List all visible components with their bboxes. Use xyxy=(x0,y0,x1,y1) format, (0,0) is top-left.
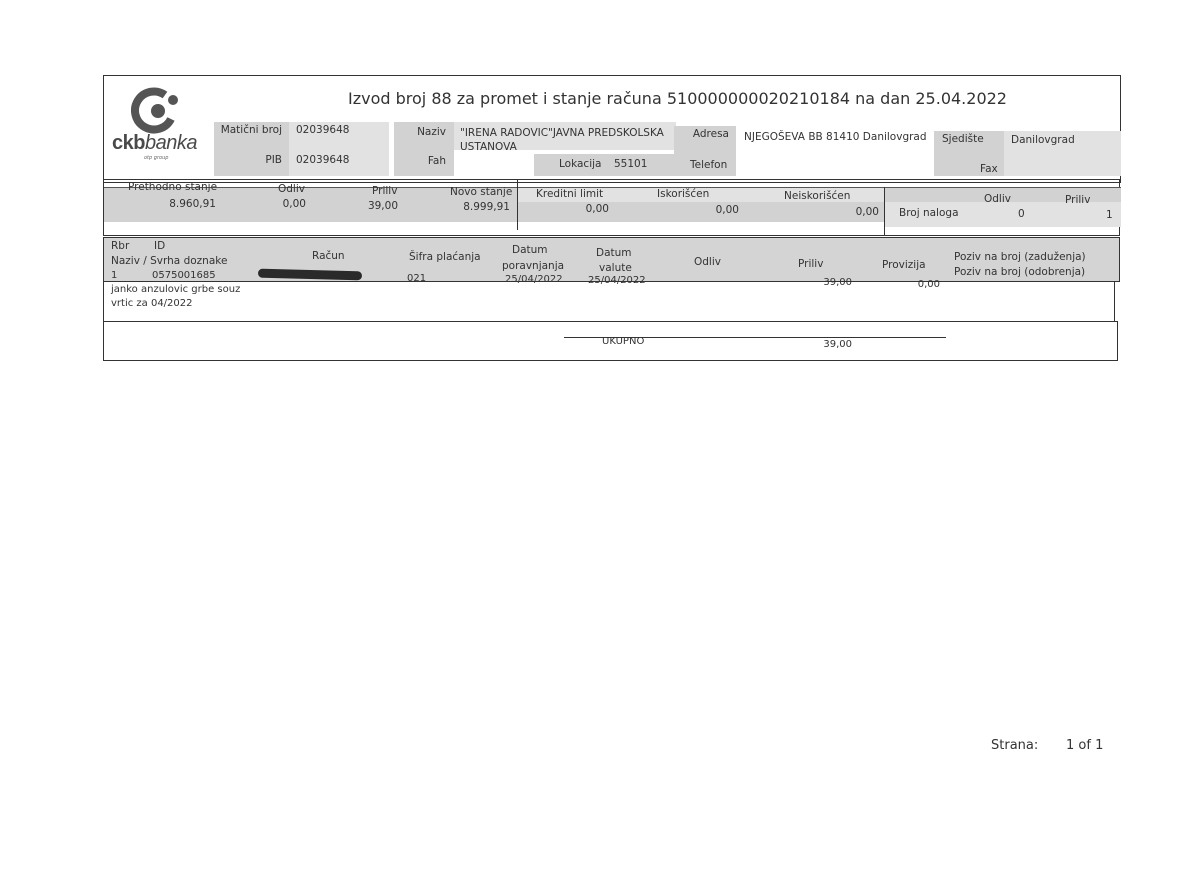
row-provizija: 0,00 xyxy=(917,279,940,290)
col-datum-valute-1: Datum xyxy=(596,247,632,259)
iskorisceno-value: 0,00 xyxy=(715,204,739,216)
kreditni-limit-value: 0,00 xyxy=(585,203,609,215)
naziv-value-line1: "IRENA RADOVIC"JAVNA PREDSKOLSKA xyxy=(460,127,664,139)
adresa-label: Adresa xyxy=(692,128,729,140)
row-rbr: 1 xyxy=(111,270,118,281)
nalozi-odliv-label: Odliv xyxy=(984,193,1011,205)
col-priliv: Priliv xyxy=(798,258,824,270)
neiskorisceno-value: 0,00 xyxy=(855,206,879,218)
row-datum-valute: 25/04/2022 xyxy=(588,275,646,286)
novo-stanje-value: 8.999,91 xyxy=(463,201,510,213)
maticni-broj-value: 02039648 xyxy=(296,124,350,136)
adresa-value: NJEGOŠEVA BB 81410 Danilovgrad xyxy=(744,131,927,143)
col-datum-poravnjanja-2: poravnjanja xyxy=(502,260,565,272)
lokacija-label: Lokacija xyxy=(559,158,602,170)
row-datum-poravnjanja: 25/04/2022 xyxy=(505,274,563,285)
row-sifra: 021 xyxy=(407,273,427,284)
page-number-value: 1 of 1 xyxy=(1066,738,1104,753)
col-poziv-odobrenja: Poziv na broj (odobrenja) xyxy=(954,266,1086,278)
pib-label: PIB xyxy=(265,154,282,166)
neiskorisceno-label: Neiskorišćen xyxy=(784,190,851,202)
totals-row xyxy=(103,321,1118,361)
bank-logo-text: ckbbanka xyxy=(112,132,197,154)
broj-naloga-priliv-value: 1 xyxy=(1106,209,1113,221)
col-naziv: Naziv / Svrha doznake xyxy=(111,255,228,267)
broj-naloga-odliv-value: 0 xyxy=(1018,208,1025,220)
maticni-broj-label: Matični broj xyxy=(220,124,282,136)
kreditni-limit-label: Kreditni limit xyxy=(536,188,604,200)
naziv-label: Naziv xyxy=(417,126,446,138)
col-odliv: Odliv xyxy=(694,256,721,268)
col-rbr: Rbr xyxy=(111,240,130,252)
balance-odliv-value: 0,00 xyxy=(282,198,306,210)
col-datum-poravnjanja-1: Datum xyxy=(512,244,548,256)
nalozi-priliv-label: Priliv xyxy=(1065,194,1091,206)
row-id: 0575001685 xyxy=(152,270,216,281)
statement-header xyxy=(103,75,1121,183)
pib-value: 02039648 xyxy=(296,154,350,166)
fax-label: Fax xyxy=(980,163,998,175)
col-datum-valute-2: valute xyxy=(599,262,632,274)
prethodno-stanje-value: 8.960,91 xyxy=(169,198,216,210)
novo-stanje-label: Novo stanje xyxy=(450,186,513,198)
col-provizija: Provizija xyxy=(882,259,926,271)
telefon-label: Telefon xyxy=(690,159,728,171)
col-sifra-placanja: Šifra plaćanja xyxy=(409,251,481,263)
ukupno-priliv-value: 39,00 xyxy=(823,339,852,350)
ukupno-label: UKUPNO xyxy=(602,336,645,347)
sjediste-value: Danilovgrad xyxy=(1011,134,1075,146)
col-racun: Račun xyxy=(312,250,345,262)
iskorisceno-label: Iskorišćen xyxy=(657,188,710,200)
broj-naloga-label: Broj naloga xyxy=(899,207,959,219)
prethodno-stanje-label: Prethodno stanje xyxy=(128,181,218,193)
col-id: ID xyxy=(154,240,166,252)
row-naziv-line1: janko anzulovic grbe souz xyxy=(111,284,241,295)
fah-label: Fah xyxy=(427,155,446,167)
naziv-value-line2: USTANOVA xyxy=(460,141,517,153)
balance-odliv-label: Odliv xyxy=(278,183,305,195)
sjediste-label: Sjedište xyxy=(942,133,984,145)
balance-summary xyxy=(103,179,1120,236)
ckb-logo-icon xyxy=(131,87,183,135)
lokacija-value: 55101 xyxy=(614,158,648,170)
row-naziv-line2: vrtic za 04/2022 xyxy=(111,298,193,309)
page-number-label: Strana: xyxy=(991,738,1039,753)
bank-logo-subtext: otp group xyxy=(144,155,169,161)
statement-title: Izvod broj 88 za promet i stanje računa 510000000020210184 na dan 25.04.2022 xyxy=(348,89,1007,108)
row-priliv: 39,00 xyxy=(823,277,852,288)
balance-priliv-value: 39,00 xyxy=(367,200,398,212)
balance-priliv-label: Priliv xyxy=(372,185,398,197)
col-poziv-zaduzenja: Poziv na broj (zaduženja) xyxy=(954,251,1086,263)
